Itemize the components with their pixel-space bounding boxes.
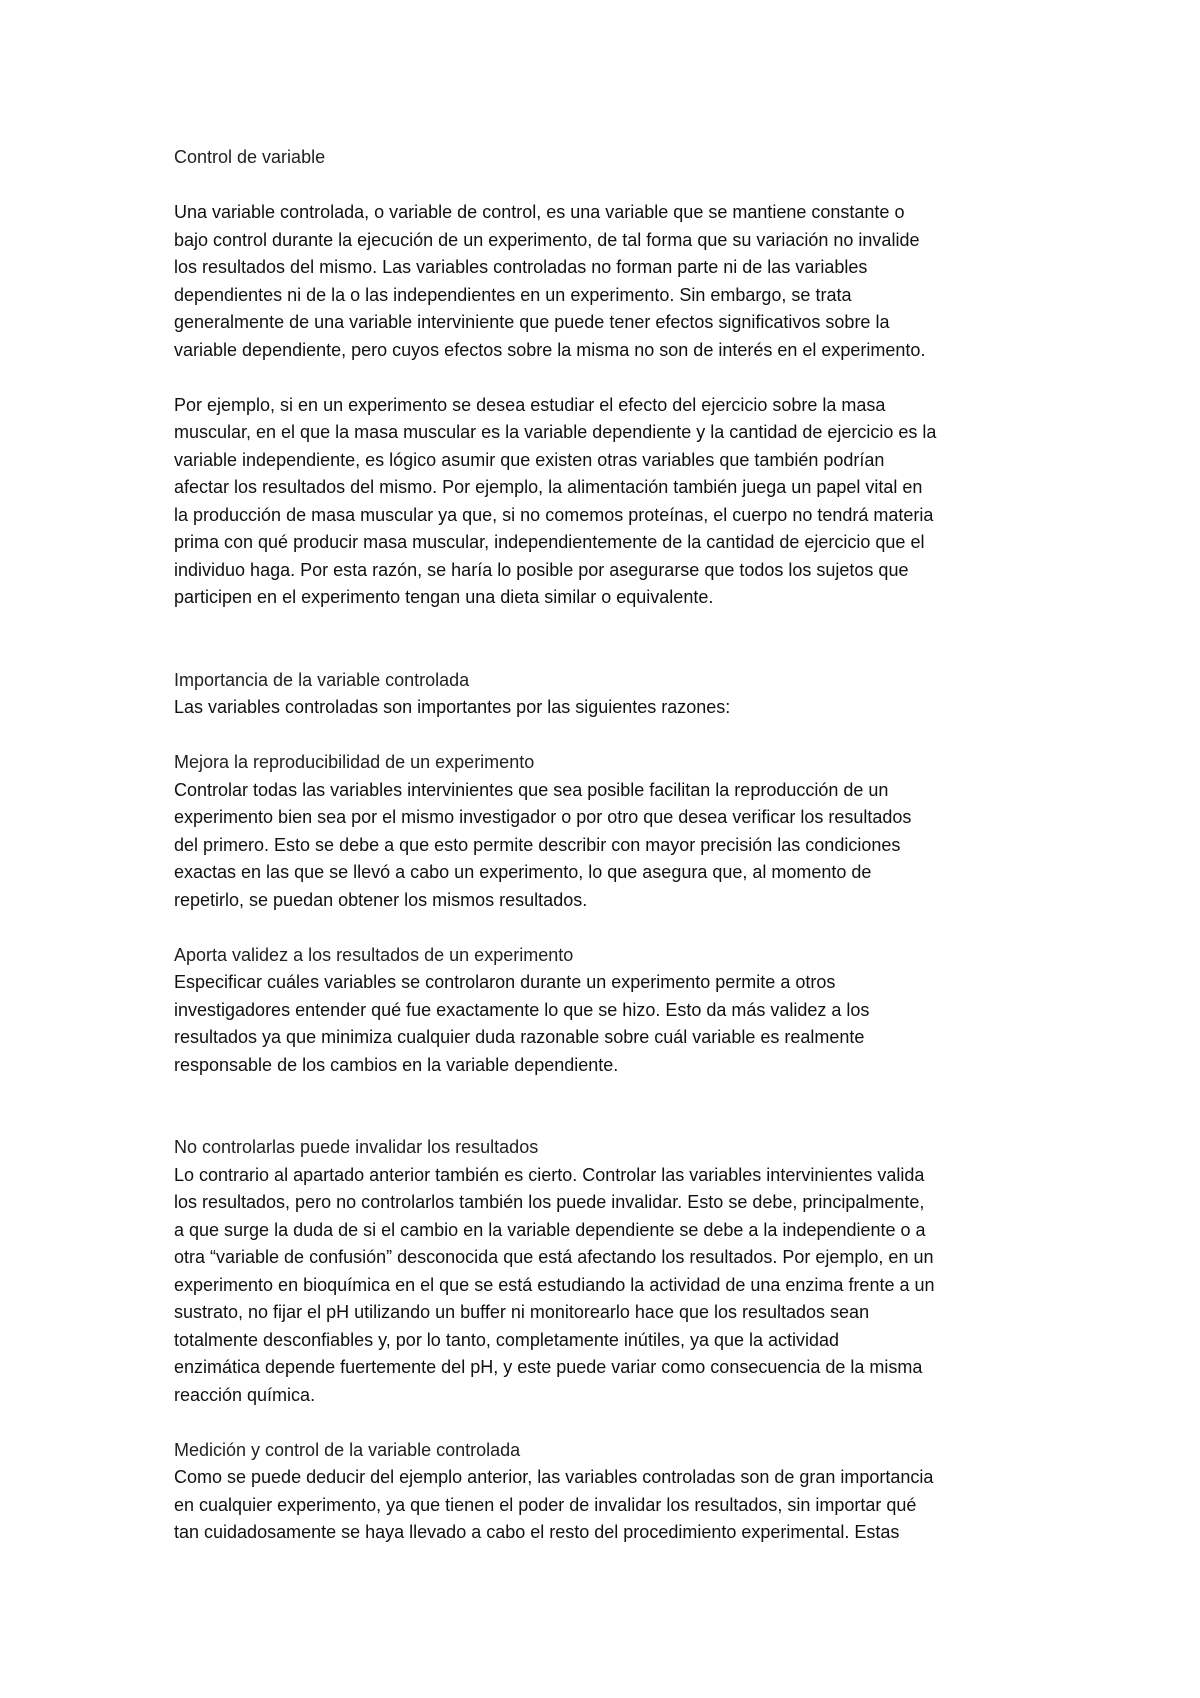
- validity-body: Especificar cuáles variables se controlaron durante un experimento permite a otros investigadores entender qué fue exactamente lo que se hizo. Esto da más validez a los resultados ya que minimiza cualquier duda razonable sobre cuál variable es realmente responsable de los cambios en la variable dependiente.: [174, 972, 870, 1075]
- document-title: Control de variable: [174, 147, 326, 167]
- document-body: [174, 144, 1054, 1547]
- reproducibility-heading: Mejora la reproducibilidad de un experimento: [174, 752, 535, 772]
- validity-heading: Aporta validez a los resultados de un experimento: [174, 944, 574, 965]
- spacer: [174, 914, 1054, 942]
- invalidate-heading: No controlarlas puede invalidar los resultados: [174, 1137, 539, 1157]
- spacer: [174, 722, 1054, 750]
- measurement-body: Como se puede deducir del ejemplo anterior, las variables controladas son de gran importancia en cualquier experimento, ya que tienen el poder de invalidar los resultados, sin importar qué tan cuidadosamente se haya llevado a cabo el resto del procedimiento experimental. Estas: [174, 1467, 934, 1542]
- spacer: [174, 1079, 1054, 1134]
- spacer: [174, 1409, 1054, 1437]
- reproducibility-body: Controlar todas las variables intervinientes que sea posible facilitan la reproducción de un experimento bien sea por el mismo investigador o por otro que desea verificar los resultados del primero. Esto se debe a que esto permite describir con mayor precisión las condiciones exactas en las que se llevó a cabo un experimento, lo que asegura que, al momento de repetirlo, se puedan obtener los mismos resultados.: [174, 779, 912, 910]
- invalidate-body: Lo contrario al apartado anterior también es cierto. Controlar las variables intervinientes valida los resultados, pero no controlarlos también los puede invalidar. Esto se debe, principalmente, a que surge la duda de si el cambio en la variable dependiente se debe a la independiente o a otra “variable de confusión” desconocida que está afectando los resultados. Por ejemplo, en un experimento en bioquímica en el que se está estudiando la actividad de una enzima frente a un sustrato, no fijar el pH utilizando un buffer ni monitorearlo hace que los resultados sean totalmente desconfiables y, por lo tanto, completamente inútiles, ya que la actividad enzimática depende fuertemente del pH, y este puede variar como consecuencia de la misma reacción química.: [174, 1164, 935, 1405]
- importance-intro: Las variables controladas son importantes por las siguientes razones:: [174, 697, 731, 717]
- importance-heading: Importancia de la variable controlada: [174, 669, 470, 690]
- measurement-heading: Medición y control de la variable controlada: [174, 1439, 521, 1460]
- spacer: [174, 612, 1054, 667]
- spacer: [174, 364, 1054, 392]
- intro-paragraph: Una variable controlada, o variable de control, es una variable que se mantiene constante o bajo control durante la ejecución de un experimento, de tal forma que su variación no invalide los resultados del mismo. Las variables controladas no forman parte ni de las variables dependientes ni de la o las independientes en un experimento. Sin embargo, se trata generalmente de una variable interviniente que puede tener efectos significativos sobre la variable dependiente, pero cuyos efectos sobre la misma no son de interés en el experimento.: [174, 202, 926, 360]
- spacer: [174, 172, 1054, 200]
- example-paragraph: Por ejemplo, si en un experimento se desea estudiar el efecto del ejercicio sobre la masa muscular, en el que la masa muscular es la variable dependiente y la cantidad de ejercicio es la variable independiente, es lógico asumir que existen otras variables que también podrían afectar los resultados del mismo. Por ejemplo, la alimentación también juega un papel vital en la producción de masa muscular ya que, si no comemos proteínas, el cuerpo no tendrá materia prima con qué producir masa muscular, independientemente de la cantidad de ejercicio que el individuo haga. Por esta razón, se haría lo posible por asegurarse que todos los sujetos que participen en el experimento tengan una dieta similar o equivalente.: [174, 394, 937, 607]
